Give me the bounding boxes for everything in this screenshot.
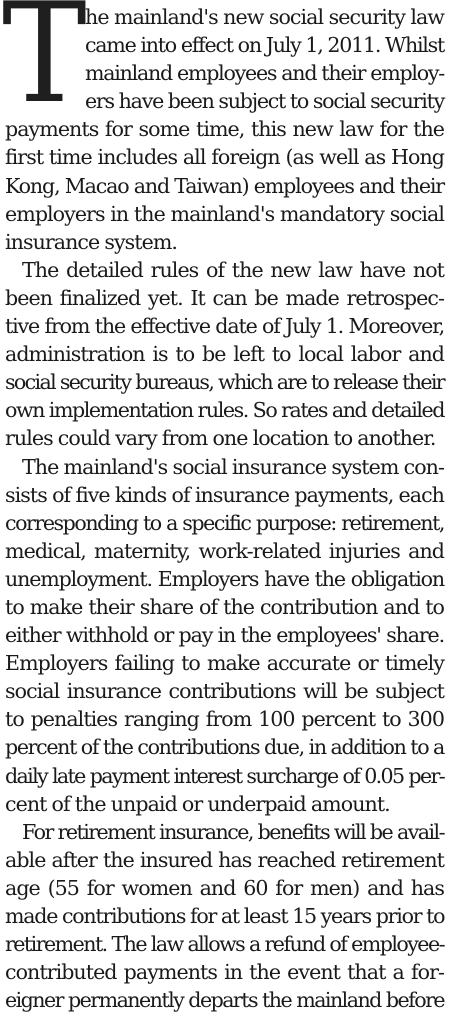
drop-cap: T [2,0,87,134]
text-line: age (55 for women and 60 for men) and has [5,875,444,900]
text-line: insurance system. [5,229,177,254]
text-line: contributed payments in the event that a for- [5,960,444,985]
paragraph-4 [5,818,444,1014]
text-line: to make their share of the contribution and to [5,594,444,619]
text-line: Kong, Macao and Taiwan) employees and their [5,173,444,198]
text-line: administration is to be left to local labor and [5,342,444,367]
paragraph-2 [5,256,444,453]
text-line: For retirement insurance, benefits will be avail- [22,819,444,844]
text-line: rules could vary from one location to another. [5,426,436,451]
text-line: came into effect on July 1, 2011. Whilst [85,33,444,58]
text-line: first time includes all foreign (as well as Hong [5,145,444,170]
text-line: cent of the unpaid or underpaid amount. [5,791,390,816]
text-line: retirement. The law allows a refund of employee- [5,932,444,957]
text-line: Employers failing to make accurate or timely [5,651,444,676]
text-line: The detailed rules of the new law have not [22,257,444,282]
text-line: made contributions for at least 15 years prior to [5,904,445,928]
text-line: employers in the mainland's mandatory social [5,201,444,226]
paragraph-3 [5,453,444,818]
text-line: payments for some time, this new law for the [5,117,444,142]
text-line: able after the insured has reached retirement [5,847,444,872]
text-line: tive from the effective date of July 1. Moreover, [5,314,444,339]
text-line: The mainland's social insurance system con- [22,454,444,479]
text-line: medical, maternity, work-related injuries and [5,538,444,563]
text-line: mainland employees and their employ- [85,61,444,86]
text-line: to penalties ranging from 100 percent to 300 [5,707,444,732]
text-line: percent of the contributions due, in addition to a [5,735,444,760]
text-line: ers have been subject to social security [85,89,444,114]
text-line: daily late payment interest surcharge of 0.05 per- [5,763,444,788]
text-line: sists of five kinds of insurance payments, each [5,482,444,507]
text-line: been finalized yet. It can be made retrospec- [5,285,444,310]
text-line: social security bureaus, which are to release their [5,370,444,395]
text-line: eigner permanently departs the mainland before [5,988,444,1013]
text-line: social insurance contributions will be subject [5,679,444,704]
text-line: corresponding to a specific purpose: retirement, [5,510,444,535]
text-line: he mainland's new social security law [85,5,444,29]
text-line: either withhold or pay in the employees' share. [5,623,444,648]
text-line: unemployment. Employers have the obligation [5,566,444,591]
text-line: own implementation rules. So rates and detailed [5,398,444,423]
